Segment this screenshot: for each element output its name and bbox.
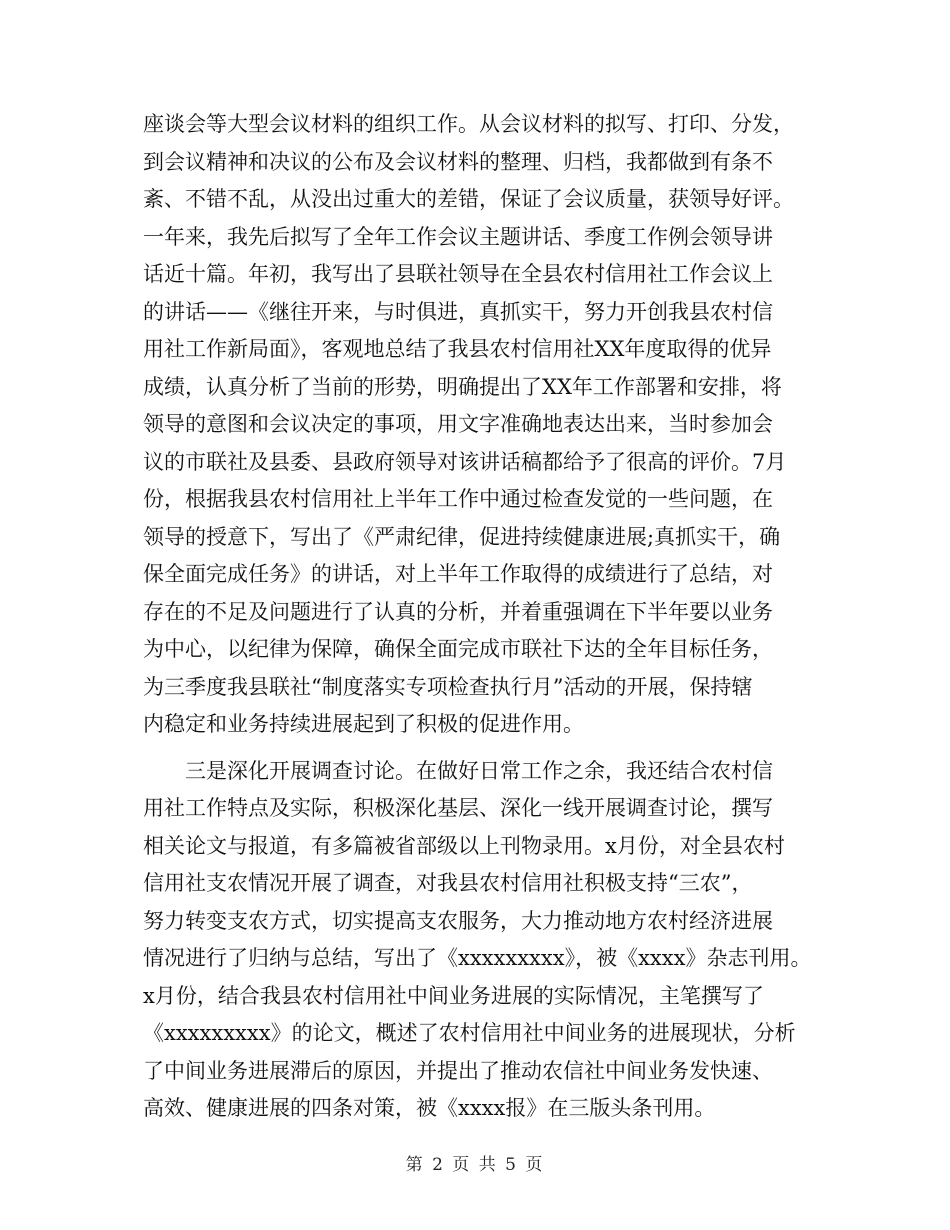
text-line: 保全面完成任务》的讲话，对上半年工作取得的成绩进行了总结，对: [143, 562, 773, 586]
text-line: 紊、不错不乱，从没出过重大的差错，保证了会议质量，获领导好评。: [143, 187, 794, 211]
text-line: 领导的意图和会议决定的事项，用文字准确地表达出来，当时参加会: [143, 412, 773, 436]
text-line: 领导的授意下，写出了《严肃纪律，促进持续健康进展;真抓实干，确: [143, 524, 781, 549]
text-line: 座谈会等大型会议材料的组织工作。从会议材料的拟写、打印、分发，: [143, 112, 794, 136]
text-line: 相关论文与报道，有多篇被省部级以上刊物录用。x月份，对全县农村: [143, 833, 785, 858]
text-line: 高效、健康进展的四条对策，被《xxxx报》在三版头条刊用。: [143, 1096, 716, 1120]
text-line: 了中间业务进展滞后的原因，并提出了推动农信社中间业务发快速、: [143, 1058, 773, 1083]
text-line: 努力转变支农方式，切实提高支农服务，大力推动地方农村经济进展: [143, 908, 773, 933]
text-line: 一年来，我先后拟写了全年工作会议主题讲话、季度工作例会领导讲: [143, 224, 773, 249]
text-line: 《xxxxxxxxx》的论文，概述了农村信用社中间业务的进展现状，分析: [143, 1021, 796, 1045]
text-line: 存在的不足及问题进行了认真的分析，并着重强调在下半年要以业务: [143, 599, 773, 624]
text-line: 信用社支农情况开展了调查，对我县农村信用社积极支持“三农”，: [143, 871, 753, 895]
text-line: 为三季度我县联社“制度落实专项检查执行月”活动的开展，保持辖: [143, 674, 753, 699]
text-line: 的讲话——《继往开来，与时俱进，真抓实干，努力开创我县农村信: [143, 299, 773, 324]
text-line: 用社工作新局面》，客观地总结了我县农村信用社XX年度取得的优异: [143, 337, 772, 361]
text-line: 成绩，认真分析了当前的形势，明确提出了XX年工作部署和安排，将: [143, 374, 782, 399]
paragraph-start-line: 三是深化开展调查讨论。在做好日常工作之余，我还结合农村信: [143, 758, 773, 783]
text-line: 份，根据我县农村信用社上半年工作中通过检查发觉的一些问题，在: [143, 487, 773, 511]
body-text: [143, 106, 823, 1128]
text-line: 情况进行了归纳与总结，写出了《xxxxxxxxx》，被《xxxx》杂志刊用。: [143, 946, 812, 970]
text-line: 为中心，以纪律为保障，确保全面完成市联社下达的全年目标任务，: [143, 637, 773, 661]
text-line: 内稳定和业务持续进展起到了积极的促进作用。: [143, 712, 584, 736]
text-line: 话近十篇。年初，我写出了县联社领导在全县农村信用社工作会议上: [143, 262, 773, 286]
text-line: 用社工作特点及实际，积极深化基层、深化一线开展调查讨论，撰写: [143, 796, 773, 820]
text-line: 到会议精神和决议的公布及会议材料的整理、归档，我都做到有条不: [143, 149, 773, 174]
text-line: x月份，结合我县农村信用社中间业务进展的实际情况，主笔撰写了: [143, 983, 764, 1008]
text-line: 议的市联社及县委、县政府领导对该讲话稿都给予了很高的评价。7月: [143, 449, 787, 474]
page-number-footer: 第 2 页 共 5 页: [405, 1155, 545, 1175]
